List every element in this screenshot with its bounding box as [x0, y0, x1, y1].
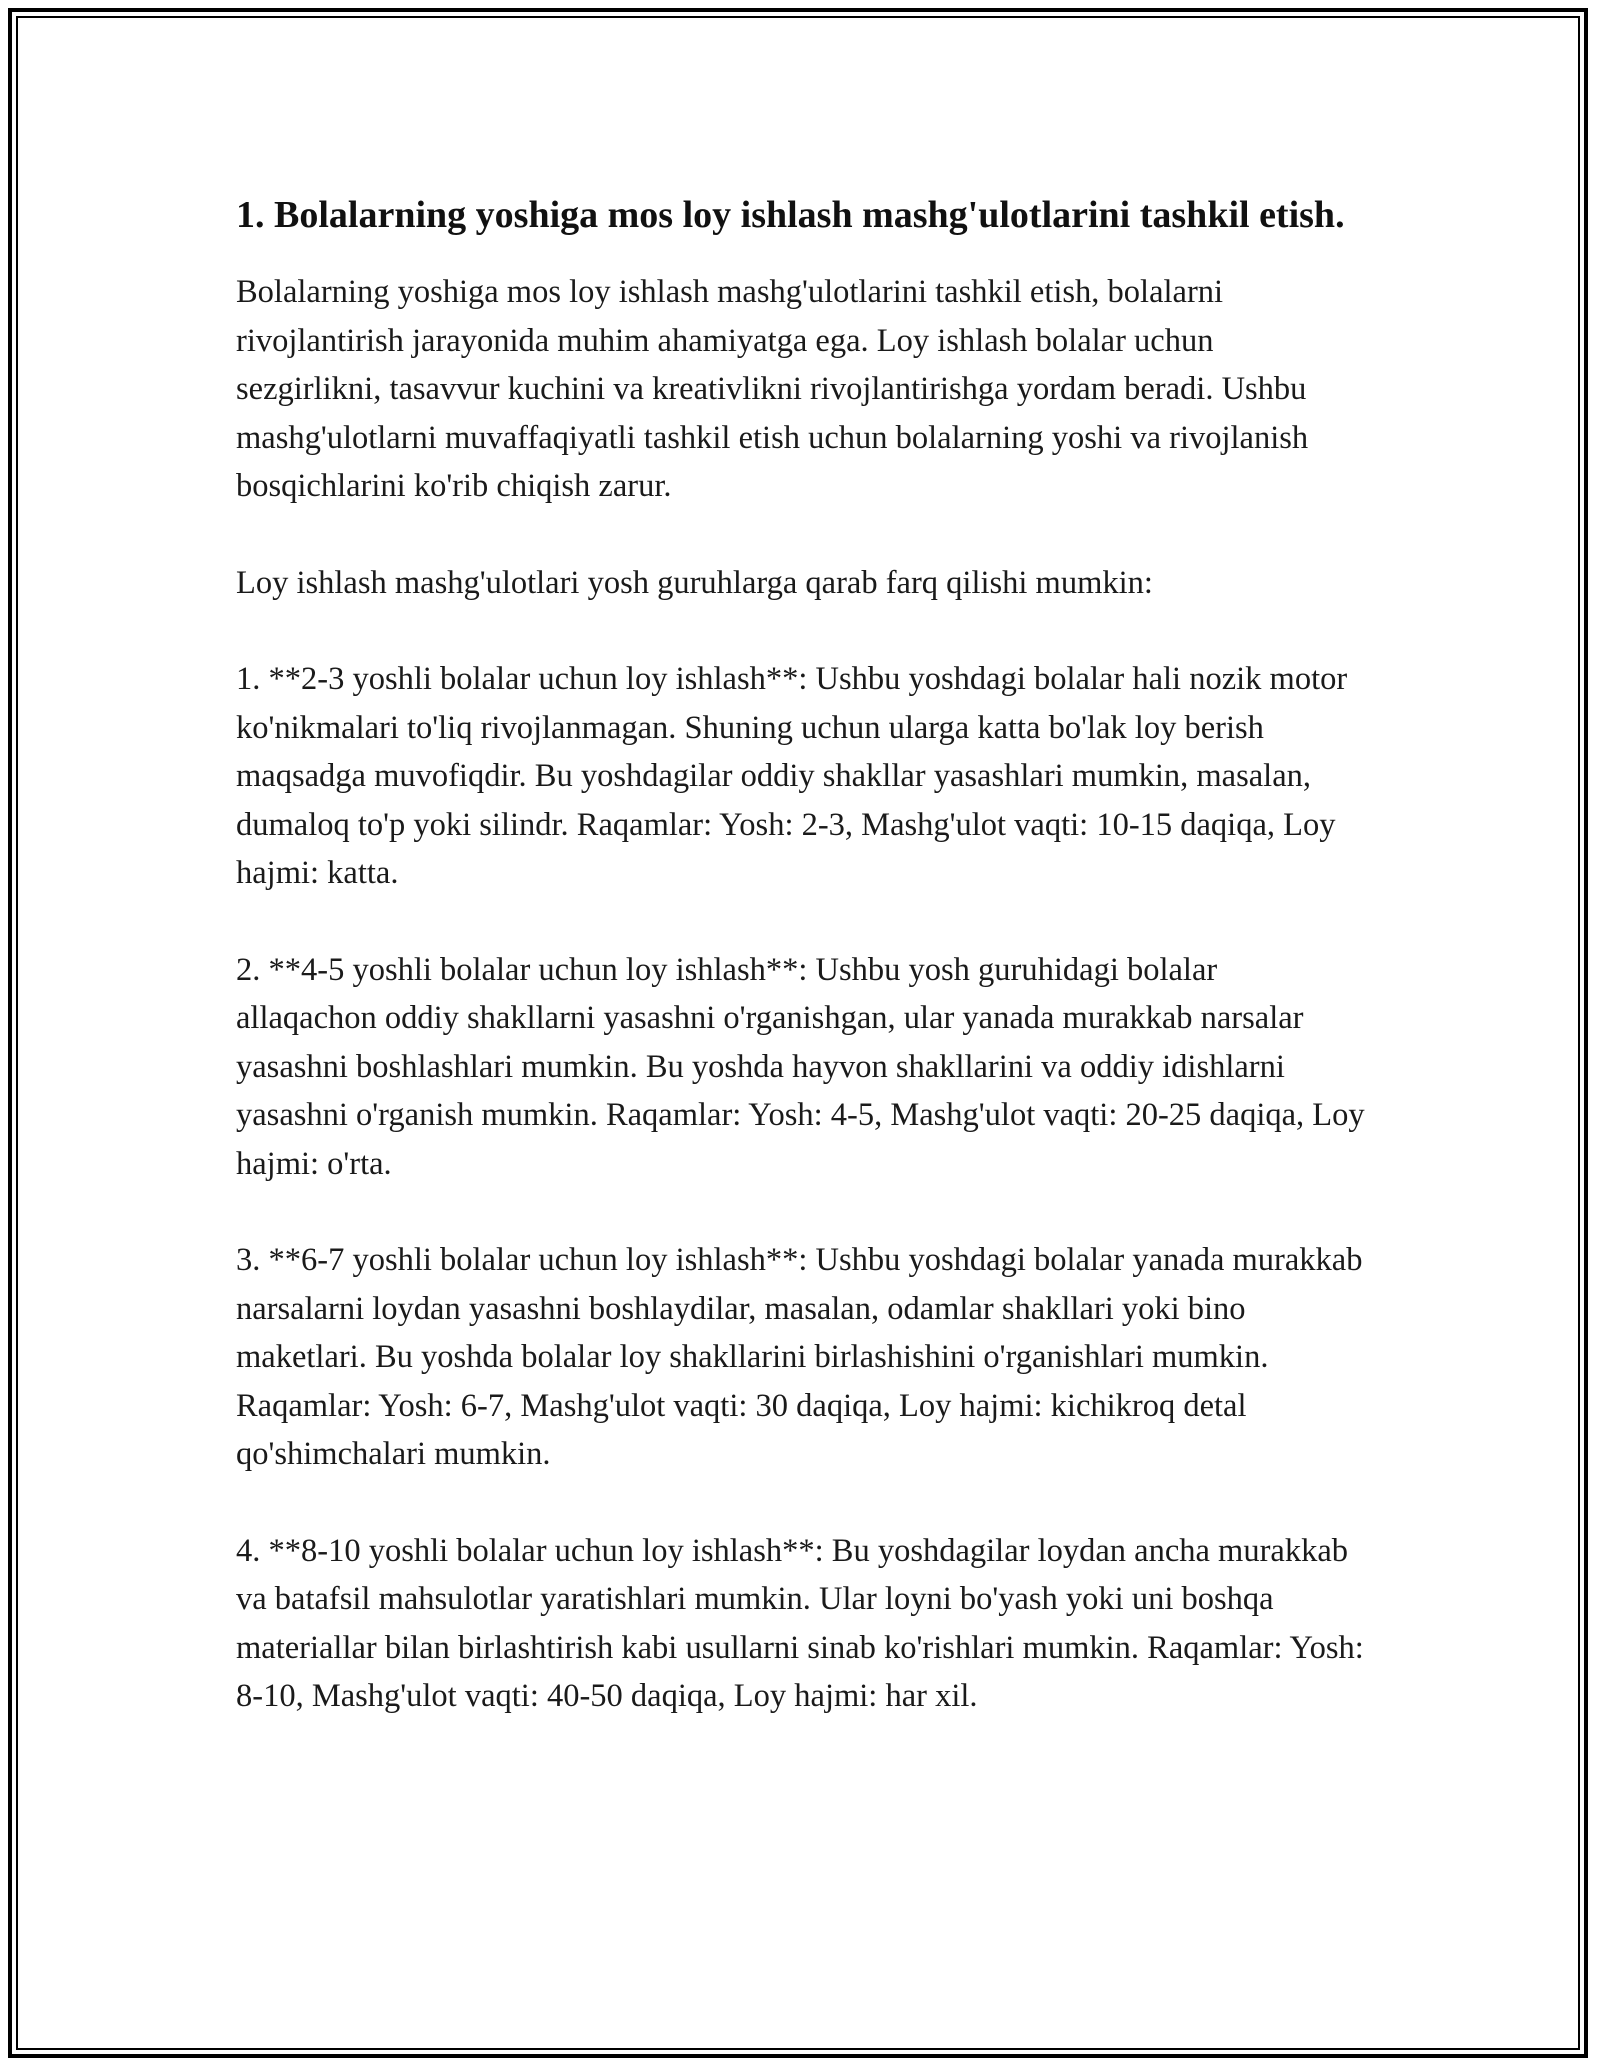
- age-group-4-5-paragraph: 2. **4-5 yoshli bolalar uchun loy ishlash**: Ushbu yosh guruhidagi bolalar allaqachon oddiy shakllarni yasashni o'rganishgan, ular yanada murakkab narsalar yasashni boshlashlari mumkin. Bu yoshda hayvon shakllarini va oddiy idishlarni yasashni o'rganish mumkin. Raqamlar: Yosh: 4-5, Mashg'ulot vaqti: 20-25 daqiqa, Loy hajmi: o'rta.: [236, 951, 1365, 1182]
- age-groups-lead-paragraph: Loy ishlash mashg'ulotlari yosh guruhlarga qarab farq qilishi mumkin:: [236, 564, 1153, 601]
- age-group-2-3-paragraph: 1. **2-3 yoshli bolalar uchun loy ishlash**: Ushbu yoshdagi bolalar hali nozik motor ko'nikmalari to'liq rivojlanmagan. Shuning uchun ularga katta bo'lak loy berish maqsadga muvofiqdir. Bu yoshdagilar oddiy shakllar yasashlari mumkin, masalan, dumaloq to'p yoki silindr. Raqamlar: Yosh: 2-3, Mashg'ulot vaqti: 10-15 daqiqa, Loy hajmi: katta.: [236, 661, 1348, 891]
- document-body: [236, 188, 1366, 1769]
- section-heading: 1. Bolalarning yoshiga mos loy ishlash mashg'ulotlarini tashkil etish.: [236, 194, 1345, 236]
- intro-paragraph: Bolalarning yoshiga mos loy ishlash mashg'ulotlarini tashkil etish, bolalarni rivojlantirish jarayonida muhim ahamiyatga ega. Loy ishlash bolalar uchun sezgirlikni, tasavvur kuchini va kreativlikni rivojlantirishga yordam beradi. Ushbu mashg'ulotlarni muvaffaqiyatli tashkil etish uchun bolalarning yoshi va rivojlanish bosqichlarini ko'rib chiqish zarur.: [236, 274, 1309, 504]
- age-group-8-10-paragraph: 4. **8-10 yoshli bolalar uchun loy ishlash**: Bu yoshdagilar loydan ancha murakkab va batafsil mahsulotlar yaratishlari mumkin. Ular loyni bo'yash yoki uni boshqa materiallar bilan birlashtirish kabi usullarni sinab ko'rishlari mumkin. Raqamlar: Yosh: 8-10, Mashg'ulot vaqti: 40-50 daqiqa, Loy hajmi: har xil.: [236, 1532, 1364, 1714]
- age-group-6-7-paragraph: 3. **6-7 yoshli bolalar uchun loy ishlash**: Ushbu yoshdagi bolalar yanada murakkab narsalarni loydan yasashni boshlaydilar, masalan, odamlar shakllari yoki bino maketlari. Bu yoshda bolalar loy shakllarini birlashishini o'rganishlari mumkin. Raqamlar: Yosh: 6-7, Mashg'ulot vaqti: 30 daqiqa, Loy hajmi: kichikroq detal qo'shimchalari mumkin.: [236, 1242, 1363, 1472]
